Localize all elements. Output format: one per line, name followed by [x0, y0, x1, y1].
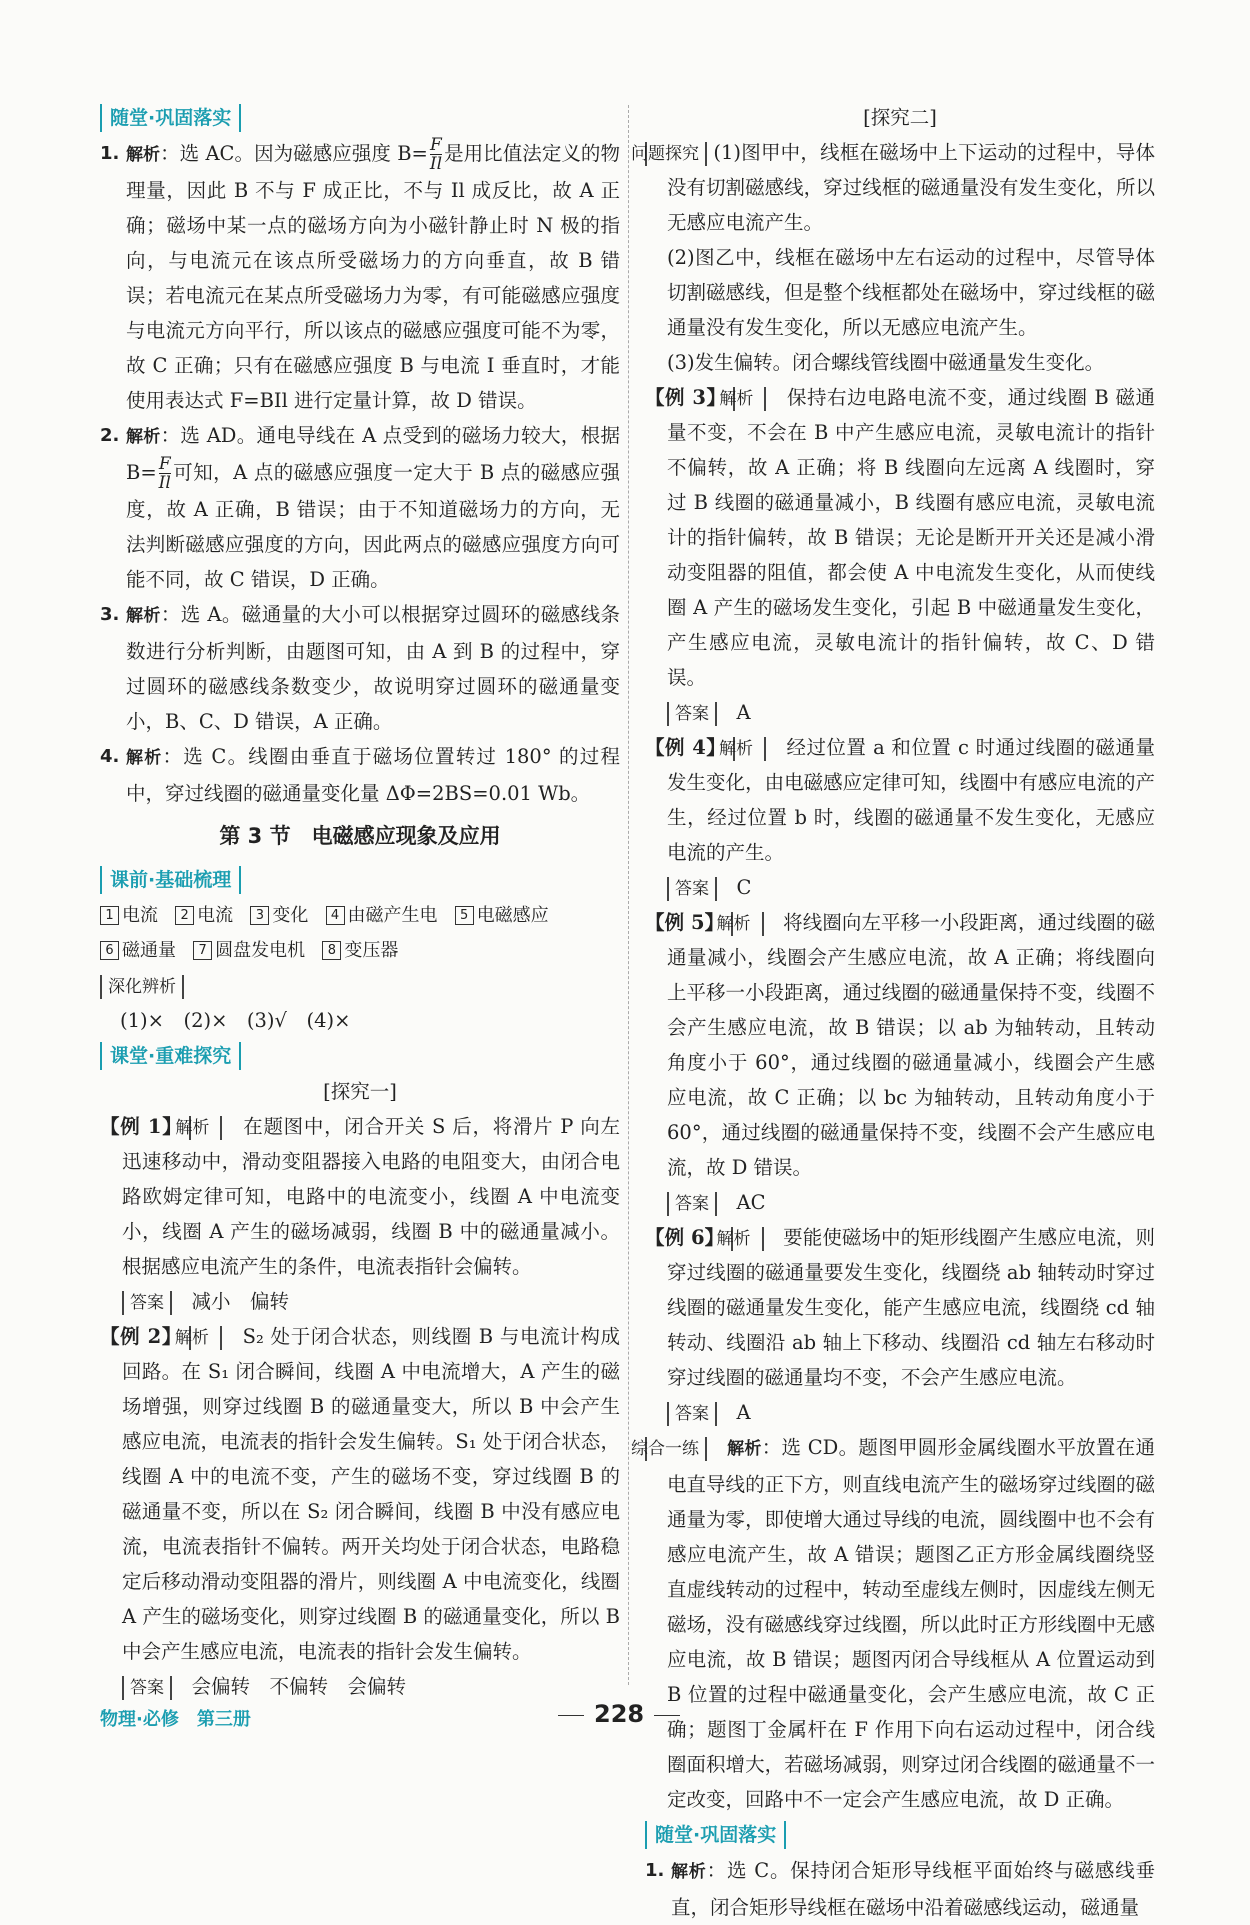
section-tag-basics: 课前·基础梳理 [100, 866, 241, 894]
fill-answer: 2 电流 [175, 905, 233, 926]
example-4: 【例 4】 解析 经过位置 a 和位置 c 时通过线圈的磁通量发生变化，由电磁感应定律可知，线圈中有感应电流的产生，经过位置 b 时，线圈的磁通量不发生变化，无感应电流的产生。 答案 C [645, 736, 1155, 899]
question-explore: 问题探究 (1)图甲中，线框在磁场中上下运动的过程中，导体没有切割磁感线，穿过线框的磁通量没有发生变化，所以无感应电流产生。 (2)图乙中，线框在磁场中左右运动的过程中，尽管导体切割磁感线，但是整个线框都处在磁场中，穿过线框的磁通量没有发生变化，所以无感应电流产生。 (3)发生偏转。闭合螺线管线圈中磁通量发生变化。 [631, 141, 1156, 374]
answer-item-1: 1. 解析：选 AC。因为磁感应强度 B= $\frac{F}{Il}$ 是用比值法定义的物理量，因此 B 不与 F 成正比，不与 Il 成反比，故 A 正确；磁场中某一点的磁场方向为小磁针静止时 N 极的指向，与电流元在该点所受磁场力的方向垂直，故 B 错误；若电流元在某点所受磁场力为零，有可能磁感应强度与电流元方向平行，所以该点的磁感应强度可能不为零，故 C 正确；只有在磁感应强度 B 与电流 I 垂直时，才能使用表达式 F=BIl 进行定量计算，故 D 错误。 [100, 135, 620, 412]
section-tag-deep: 深化辨析 [100, 975, 184, 999]
column-divider [628, 105, 629, 1685]
fill-answer: 1 电流 [100, 905, 158, 926]
section-tag-explore: 课堂·重难探究 [100, 1042, 241, 1070]
answer-item-2: 2. 解析：选 AD。通电导线在 A 点受到的磁场力较大，根据 B= $\frac{F}{Il}$ 可知，A 点的磁感应强度一定大于 B 点的磁感应强度，故 A 正确，B 错误；由于不知道磁场力的方向，无法判断磁感应强度的方向，因此两点的磁感应强度方向可能不同，故 C 错误，D 正确。 [100, 424, 620, 591]
right-column [631, 100, 1156, 1925]
fraction: $\frac{F}{Il}$ [429, 135, 443, 174]
section-tag-review-2: 随堂·巩固落实 [645, 1821, 786, 1849]
explore-heading-1: [探究一] [323, 1080, 397, 1103]
fill-answers-row-2 [100, 933, 620, 968]
fill-answer: 4 由磁产生电 [326, 905, 438, 926]
fill-answer: 3 变化 [250, 905, 308, 926]
section-tag-review: 随堂·巩固落实 [100, 104, 241, 132]
example-1: 【例 1】 解析 在题图中，闭合开关 S 后，将滑片 P 向左迅速移动中，滑动变阻器接入电路的电阻变大，由闭合电路欧姆定律可知，电路中的电流变小，线圈 A 中电流变小，线圈 A 产生的磁场减弱，线圈 B 中的磁通量减小。根据感应电流产生的条件，电流表指针会偏转。 答案 减小 偏转 [100, 1115, 620, 1313]
answer-item-last: 1. 解析：选 C。保持闭合矩形导线框平面始终与磁感线垂直，闭合矩形导线框在磁场中沿着磁感线运动，磁通量 [645, 1859, 1155, 1919]
section-title: 第 3 节 电磁感应现象及应用 [219, 824, 501, 848]
comprehensive-practice: 综合一练 解析：选 CD。题图甲圆形金属线圈水平放置在通电直导线的正下方，则直线电流产生的磁场穿过线圈的磁通量为零，即使增大通过导线的电流，圆线圈中也不会有感应电流产生，故 A 错误；题图乙正方形金属线圈绕竖直虚线转动的过程中，转动至虚线左侧时，因虚线左侧无磁场，没有磁感线穿过线圈，所以此时正方形线圈中无感应电流，故 B 错误；题图丙闭合导线框从 A 位置运动到 B 位置的过程中磁通量变化，会产生感应电流，故 C 正确；题图丁金属杆在 F 作用下向右运动过程中，闭合线圈面积增大，若磁场减弱，则穿过闭合线圈的磁通量不一定改变，回路中不一定会产生感应电流，故 D 正确。 [631, 1436, 1155, 1811]
answer-item-3: 3. 解析：选 A。磁通量的大小可以根据穿过圆环的磁感线条数进行分析判断，由题图可知，由 A 到 B 的过程中，穿过圆环的磁感线条数变少，故说明穿过圆环的磁通量变小，B、C、D 错误，A 正确。 [100, 603, 620, 733]
fill-answer: 8 变压器 [322, 940, 398, 961]
example-6: 【例 6】 解析 要能使磁场中的矩形线圈产生感应电流，则穿过线圈的磁通量要发生变化，线圈绕 ab 轴转动时穿过线圈的磁通量发生变化，能产生感应电流，线圈绕 cd 轴转动、线圈沿 ab 轴上下移动、线圈沿 cd 轴左右移动时穿过线圈的磁通量均不变，不会产生感应电流。 答案 A [645, 1226, 1155, 1424]
example-5: 【例 5】 解析 将线圈向左平移一小段距离，通过线圈的磁通量减小，线圈会产生感应电流，故 A 正确；将线圈向上平移一小段距离，通过线圈的磁通量保持不变，线圈不会产生感应电流，故 B 错误；以 ab 为轴转动，且转动角度小于 60°，通过线圈的磁通量减小，线圈会产生感应电流，故 C 正确；以 bc 为轴转动，且转动角度小于 60°，通过线圈的磁通量保持不变，线圈不会产生感应电流，故 D 错误。 答案 AC [645, 911, 1155, 1214]
explore-heading-2: [探究二] [863, 106, 937, 129]
example-3: 【例 3】 解析 保持右边电路电流不变，通过线圈 B 磁通量不变，不会在 B 中产生感应电流，灵敏电流计的指针不偏转，故 A 正确；将 B 线圈向左远离 A 线圈时，穿过 B 线圈的磁通量减小，B 线圈有感应电流，灵敏电流计的指针偏转，故 B 错误；无论是断开开关还是减小滑动变阻器的阻值，都会使 A 中电流发生变化，从而使线圈 A 产生的磁场发生变化，引起 B 中磁通量发生变化，产生感应电流，灵敏电流计的指针偏转，故 C、D 错误。 答案 A [645, 386, 1155, 724]
answer-item-4: 4. 解析：选 C。线圈由垂直于磁场位置转过 180° 的过程中，穿过线圈的磁通量变化量 ΔΦ=2BS=0.01 Wb。 [100, 745, 620, 805]
example-2: 【例 2】 解析 S₂ 处于闭合状态，则线圈 B 与电流计构成回路。在 S₁ 闭合瞬间，线圈 A 中电流增大，A 产生的磁场增强，则穿过线圈 B 的磁通量变大，所以 B 中会产生感应电流，电流表的指针会发生偏转。S₁ 处于闭合状态，线圈 A 中的电流不变，产生的磁场不变，穿过线圈 B 的磁通量不变，所以在 S₂ 闭合瞬间，线圈 B 中没有感应电流，电流表指针不偏转。两开关均处于闭合状态，电路稳定后移动滑动变阻器的滑片，则线圈 A 中电流变化，线圈 A 产生的磁场变化，则穿过线圈 B 的磁通量变化，所以 B 中会产生感应电流，电流表的指针会发生偏转。 答案 会偏转 不偏转 会偏转 [100, 1325, 620, 1698]
fill-answer: 5 电磁感应 [455, 905, 549, 926]
fill-answer: 6 磁通量 [100, 940, 176, 961]
left-column [100, 100, 620, 1704]
page-number: 228 [548, 1700, 690, 1728]
fill-answers-row-1 [100, 898, 620, 933]
fill-answer: 7 圆盘发电机 [193, 940, 305, 961]
book-title: 物理·必修 第三册 [100, 1709, 251, 1730]
deep-answers: (1)× (2)× (3)√ (4)× [120, 1009, 351, 1032]
fraction: $\frac{F}{Il}$ [158, 454, 171, 493]
